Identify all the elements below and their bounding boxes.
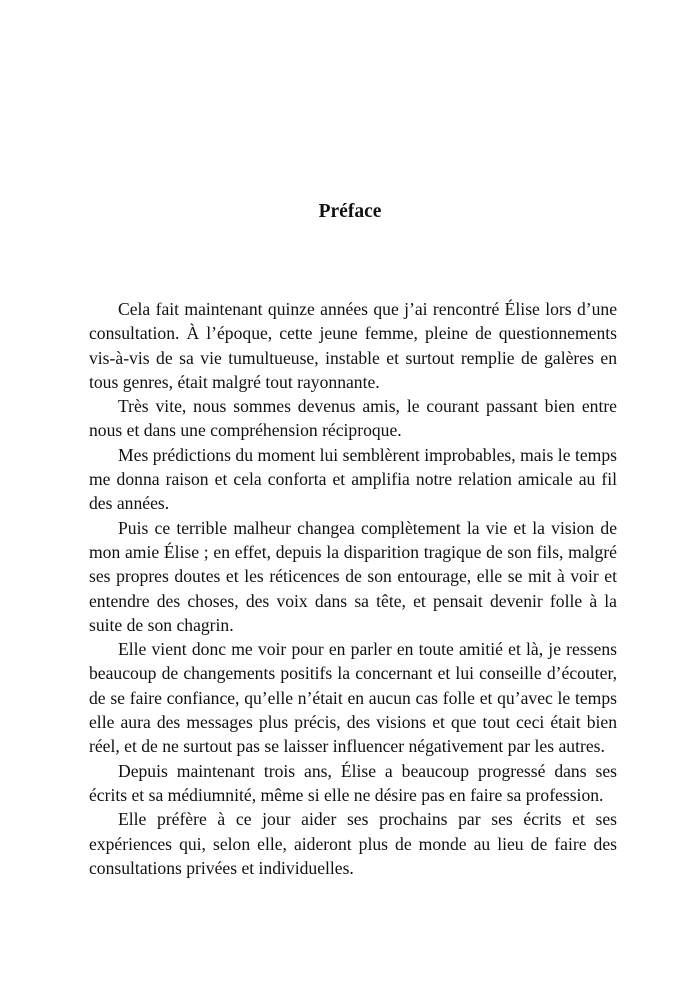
paragraph-6: Depuis maintenant trois ans, Élise a beaucoup progressé dans ses écrits et sa médiumnité, même si elle ne désire pas en faire sa profession. bbox=[89, 760, 617, 805]
paragraph-1: Cela fait maintenant quinze années que j’ai rencontré Élise lors d’une consultation. À l’époque, cette jeune femme, pleine de questionnements vis-à-vis de sa vie tumultueuse, instable et surtout remplie de galères en tous genres, était malgré tout rayonnante. bbox=[89, 299, 617, 392]
preface-body bbox=[89, 297, 617, 880]
paragraph-4: Puis ce terrible malheur changea complètement la vie et la vision de mon amie Élise ; en effet, depuis la disparition tragique de son fils, malgré ses propres doutes et les réticences de son entourage, elle se mit à voir et entendre des choses, des voix dans sa tête, et pensait devenir folle à la suite de son chagrin. bbox=[89, 517, 617, 635]
paragraph-2: Très vite, nous sommes devenus amis, le courant passant bien entre nous et dans une compréhension réciproque. bbox=[89, 396, 617, 441]
paragraph-7: Elle préfère à ce jour aider ses prochains par ses écrits et ses expériences qui, selon elle, aideront plus de monde au lieu de faire des consultations privées et individuelles. bbox=[89, 809, 617, 878]
paragraph-5: Elle vient donc me voir pour en parler en toute amitié et là, je ressens beaucoup de changements positifs la concernant et lui conseille d’écouter, de se faire confiance, qu’elle n’était en aucun cas folle et qu’avec le temps elle aura des messages plus précis, des visions et que tout ceci était bien réel, et de ne surtout pas se laisser influencer négativement par les autres. bbox=[89, 639, 617, 757]
page-title: Préface bbox=[318, 201, 382, 222]
paragraph-3: Mes prédictions du moment lui semblèrent improbables, mais le temps me donna raison et cela conforta et amplifia notre relation amicale au fil des années. bbox=[89, 444, 617, 514]
